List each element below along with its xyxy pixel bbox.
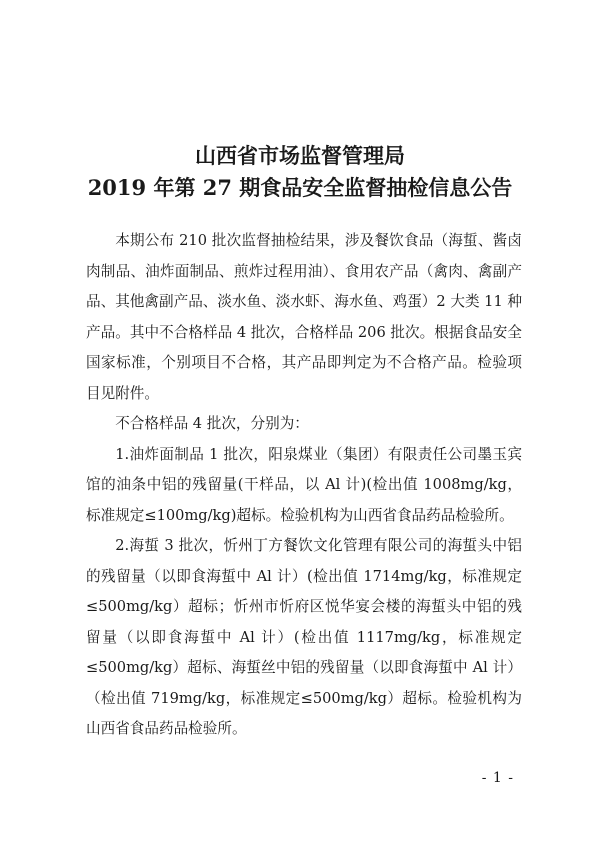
body-text	[86, 226, 522, 745]
paragraph-item-2: 2.海蜇 3 批次，忻州丁方餐饮文化管理有限公司的海蜇头中铝的残留量（以即食海蜇中 Al 计）(检出值 1714mg/kg，标准规定≤500mg/kg）超标；忻州市忻府区悦华宴会楼的海蜇头中铝的残留量（以即食海蜇中 Al 计）(检出值 1117mg/kg，标准规定≤500mg/kg）超标、海蜇丝中铝的残留量（以即食海蜇中 Al 计）（检出值 719mg/kg，标准规定≤500mg/kg）超标。检验机构为山西省食品药品检验所。	[86, 537, 522, 737]
paragraph-unqualified-summary: 不合格样品 4 批次，分别为：	[115, 415, 309, 432]
title-line-2: 2019 年第 27 期食品安全监督抽检信息公告	[87, 175, 513, 200]
paragraph-intro: 本期公布 210 批次监督抽检结果，涉及餐饮食品（海蜇、酱卤肉制品、油炸面制品、煎炸过程用油）、食用农产品（禽肉、禽副产品、其他禽副产品、淡水鱼、淡水虾、海水鱼、鸡蛋）2 大类 11 种产品。其中不合格样品 4 批次，合格样品 206 批次。根据食品安全国家标准，个别项目不合格，其产品即判定为不合格产品。检验项目见附件。	[86, 232, 522, 402]
paragraph-item-1: 1.油炸面制品 1 批次，阳泉煤业（集团）有限责任公司墨玉宾馆的油条中铝的残留量(干样品，以 Al 计)(检出值 1008mg/kg，标准规定≤100mg/kg)超标。检验机构为山西省食品药品检验所。	[86, 445, 522, 524]
page-number: - 1 -	[481, 770, 514, 786]
title-line-1: 山西省市场监督管理局	[195, 143, 405, 168]
